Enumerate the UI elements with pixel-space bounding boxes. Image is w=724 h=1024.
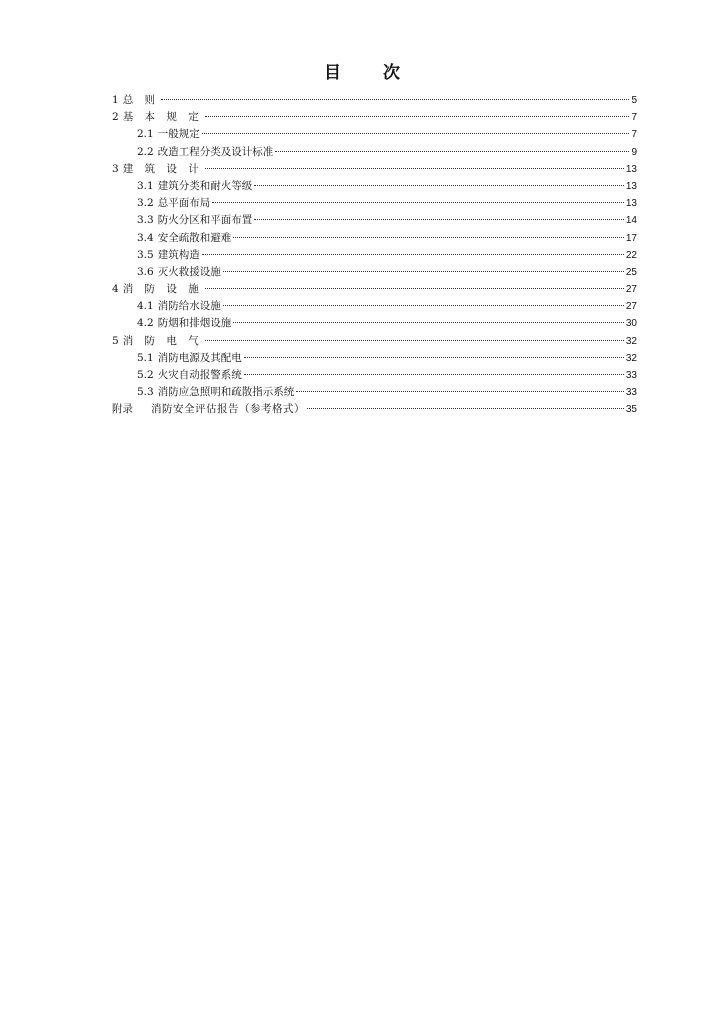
toc-entry-label: 总 则: [122, 94, 160, 106]
toc-entry-label: 改造工程分类及设计标准: [157, 145, 274, 158]
toc-entry-label: 消 防 电 气: [122, 334, 203, 347]
toc-entry-label: 消防应急照明和疏散指示系统: [157, 386, 295, 399]
toc-entry-page-number: 14: [625, 215, 637, 227]
toc-entry[interactable]: [112, 247, 637, 264]
toc-entry-number: 5.2: [137, 369, 154, 381]
toc-entry-page-number: 32: [625, 352, 637, 364]
toc-entry-page-number: 22: [625, 249, 637, 261]
toc-entry-number: 2.1: [137, 128, 154, 141]
toc-entry-page-number: 17: [625, 232, 637, 244]
toc-entry-page-number: 33: [625, 370, 637, 381]
toc-entry-page-number: 13: [625, 180, 637, 192]
toc-leader-dots: [275, 151, 629, 152]
toc-entry[interactable]: [112, 212, 637, 229]
toc-entry-number: 4: [112, 283, 119, 296]
toc-entry-appendix[interactable]: [112, 401, 637, 418]
toc-entry-number: 5: [112, 334, 119, 347]
toc-entry[interactable]: [112, 230, 637, 247]
toc-entry[interactable]: [112, 384, 637, 401]
toc-entry[interactable]: [112, 144, 637, 161]
toc-leader-dots: [205, 288, 624, 289]
toc-entry-number: 3.5: [137, 248, 154, 261]
toc-entry-number: 5.1: [137, 351, 154, 364]
toc-entry-number: 3.4: [137, 231, 154, 244]
toc-entry-page-number: 35: [625, 404, 637, 416]
toc-entry-number: 3.6: [137, 265, 154, 278]
toc-entry-label: 一般规定: [157, 128, 200, 141]
toc-entry[interactable]: [112, 264, 637, 281]
toc-entry-label: 火灾自动报警系统: [157, 369, 242, 381]
toc-entry-label: 安全疏散和避难: [157, 231, 232, 244]
toc-entry-page-number: 7: [631, 129, 637, 141]
toc-entry-label: 消防电源及其配电: [157, 351, 242, 364]
toc-entry-label: 建 筑 设 计: [122, 162, 203, 175]
toc-leader-dots: [254, 185, 624, 186]
toc-leader-dots: [212, 202, 624, 203]
toc-leader-dots: [296, 391, 624, 392]
toc-entry-number: 3: [112, 162, 119, 175]
toc-leader-dots: [244, 357, 624, 358]
toc-leader-dots: [233, 322, 624, 323]
toc-entry-label: 建筑构造: [157, 248, 200, 261]
toc-leader-dots: [223, 271, 624, 272]
toc-title: 目 次: [324, 63, 418, 83]
toc-leader-dots: [205, 116, 630, 117]
toc-leader-dots: [161, 99, 629, 100]
toc-entry[interactable]: [112, 298, 637, 315]
toc-entry-label: 防火分区和平面布置: [157, 214, 253, 227]
toc-entry[interactable]: [112, 161, 637, 178]
toc-entry[interactable]: [112, 281, 637, 298]
toc-leader-dots: [307, 408, 624, 409]
toc-entry[interactable]: [112, 315, 637, 332]
toc-entry-page-number: 25: [625, 266, 637, 278]
toc-entry-number: 4.2: [137, 317, 154, 330]
toc-entry-label: 防烟和排烟设施: [157, 317, 232, 330]
toc-leader-dots: [244, 374, 624, 375]
toc-entry-label: 灭火救援设施: [157, 265, 221, 278]
toc-entry-number: 3.2: [137, 197, 154, 210]
toc-entry-page-number: 27: [625, 301, 637, 313]
toc-list: [112, 92, 637, 419]
toc-entry[interactable]: [112, 109, 637, 126]
toc-leader-dots: [233, 237, 624, 238]
toc-entry-page-number: 7: [631, 112, 637, 124]
toc-entry-number: 4.1: [137, 300, 154, 313]
toc-entry[interactable]: [112, 178, 637, 195]
toc-entry-page-number: 5: [631, 95, 637, 106]
toc-entry[interactable]: [112, 195, 637, 212]
toc-entry-page-number: 27: [625, 284, 637, 296]
toc-entry[interactable]: [112, 367, 637, 384]
toc-entry-page-number: 33: [625, 387, 637, 399]
toc-entry-page-number: 32: [625, 335, 637, 347]
toc-entry-label: 消防安全评估报告（参考格式）: [151, 403, 305, 416]
toc-entry-label: 总平面布局: [157, 197, 211, 210]
toc-entry-number: 1: [112, 94, 119, 106]
toc-leader-dots: [205, 168, 624, 169]
toc-entry-label: 建筑分类和耐火等级: [157, 179, 253, 192]
toc-entry[interactable]: [112, 92, 637, 109]
toc-entry[interactable]: [112, 126, 637, 143]
toc-leader-dots: [223, 305, 624, 306]
toc-leader-dots: [202, 254, 624, 255]
toc-entry-number: 5.3: [137, 386, 154, 399]
toc-entry-number: 附录: [112, 403, 133, 416]
toc-entry-number: 2.2: [137, 145, 154, 158]
toc-entry[interactable]: [112, 333, 637, 350]
toc-leader-dots: [202, 133, 630, 134]
toc-entry-label: 基 本 规 定: [122, 111, 203, 124]
toc-entry-page-number: 30: [625, 318, 637, 330]
toc-entry-label: 消防给水设施: [157, 300, 221, 313]
toc-leader-dots: [254, 219, 624, 220]
toc-entry-label: 消 防 设 施: [122, 283, 203, 296]
toc-leader-dots: [205, 340, 624, 341]
toc-entry-number: 3.3: [137, 214, 154, 227]
toc-entry-number: 3.1: [137, 179, 154, 192]
toc-entry-page-number: 13: [625, 198, 637, 210]
toc-entry-page-number: 9: [631, 146, 637, 158]
toc-entry-number: 2: [112, 111, 119, 124]
toc-entry[interactable]: [112, 350, 637, 367]
toc-entry-page-number: 13: [625, 163, 637, 175]
